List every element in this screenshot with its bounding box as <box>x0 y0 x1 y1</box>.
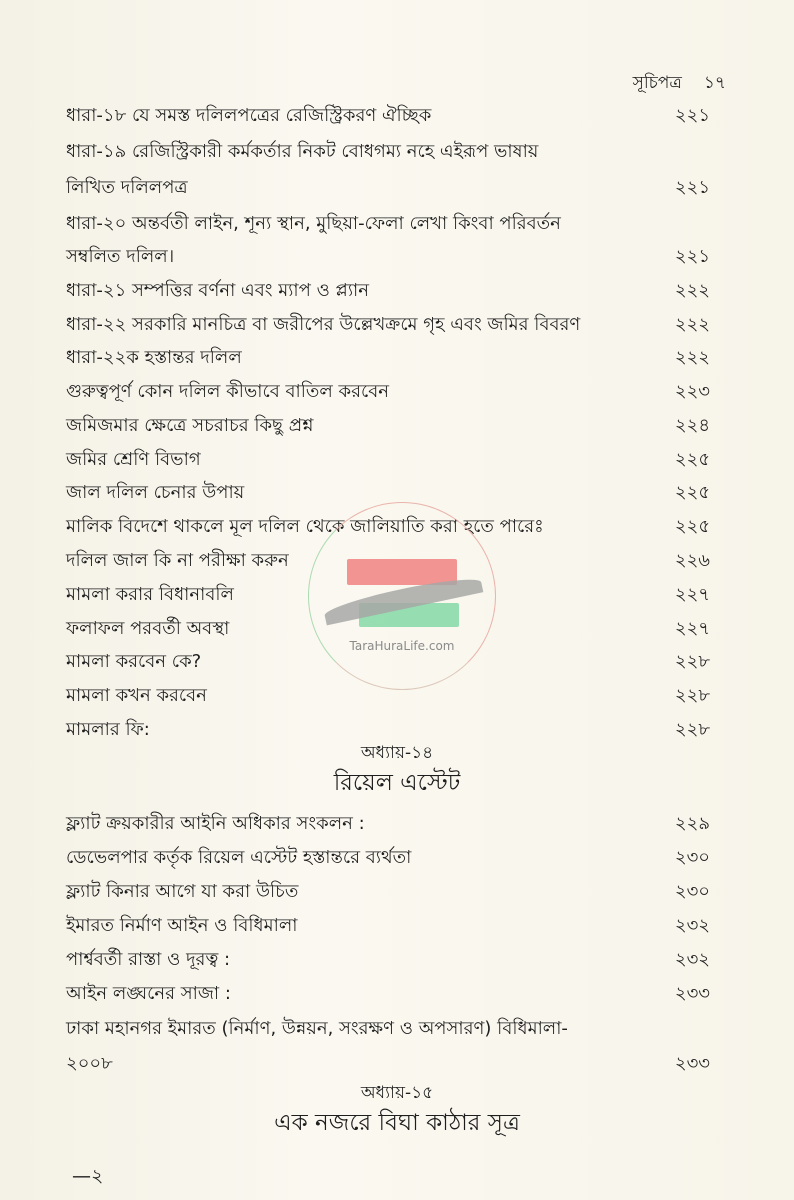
toc-entry: গুরুত্বপূর্ণ কোন দলিল কীভাবে বাতিল করবেন ২২৩ <box>66 381 710 402</box>
toc-entry: ইমারত নির্মাণ আইন ও বিধিমালা ২৩২ <box>66 915 710 936</box>
toc-entry: জমির শ্রেণি বিভাগ ২২৫ <box>66 449 710 470</box>
toc-entry: ধারা-১৮ যে সমস্ত দলিলপত্রের রেজিস্ট্রিকরণ ঐচ্ছিক ২২১ <box>66 105 710 126</box>
toc-entry: আইন লঙ্ঘনের সাজা : ২৩৩ <box>66 983 710 1004</box>
chapter-title: এক নজরে বিঘা কাঠার সূত্র <box>274 1110 520 1136</box>
toc-entry: ধারা-২১ সম্পত্তির বর্ণনা এবং ম্যাপ ও প্ল্যান ২২২ <box>66 280 710 301</box>
header-title: সূচিপত্র <box>632 73 682 93</box>
toc-entry: ঢাকা মহানগর ইমারত (নির্মাণ, উন্নয়ন, সংরক্ষণ ও অপসারণ) বিধিমালা- <box>66 1018 568 1039</box>
toc-entry: ফলাফল পরবর্তী অবস্থা ২২৭ <box>66 618 710 639</box>
toc-entry: মামলা কখন করবেন ২২৮ <box>66 685 710 706</box>
chapter-title: রিয়েল এস্টেট <box>333 770 461 796</box>
toc-entry: জাল দলিল চেনার উপায় ২২৫ <box>66 482 710 503</box>
toc-entry: ২০০৮ ২৩৩ <box>66 1053 710 1074</box>
toc-entry: ধারা-২২ সরকারি মানচিত্র বা জরীপের উল্লেখক্রমে গৃহ এবং জমির বিবরণ ২২২ <box>66 314 710 335</box>
toc-entry: সম্বলিত দলিল। ২২১ <box>66 246 710 267</box>
toc-entry: ডেভেলপার কর্তৃক রিয়েল এস্টেট হস্তান্তরে ব্যর্থতা ২৩০ <box>66 847 710 868</box>
toc-entry: মামলার ফি: ২২৮ <box>66 719 710 740</box>
page-header <box>633 70 726 98</box>
toc-entry: ধারা-২০ অন্তর্বতী লাইন, শূন্য স্থান, মুছিয়া-ফেলা লেখা কিংবা পরিবর্তন <box>66 213 561 234</box>
toc-entry: মামলা করার বিধানাবলি ২২৭ <box>66 584 710 605</box>
toc-entry: মামলা করবেন কে? ২২৮ <box>66 651 710 672</box>
toc-entry: ফ্ল্যাট কিনার আগে যা করা উচিত ২৩০ <box>66 881 710 902</box>
watermark-text: TaraHuraLife.com <box>349 639 455 653</box>
toc-entry: ফ্ল্যাট ক্রয়কারীর আইনি অধিকার সংকলন : ২২৯ <box>66 813 710 834</box>
toc-entry: জমিজমার ক্ষেত্রে সচরাচর কিছু প্রশ্ন ২২৪ <box>66 415 710 436</box>
toc-entry: মালিক বিদেশে থাকলে মূল দলিল থেকে জালিয়াতি করা হতে পারেঃ ২২৫ <box>66 516 710 537</box>
toc-entry: ধারা-১৯ রেজিস্ট্রিকারী কর্মকর্তার নিকট বোধগম্য নহে এইরূপ ভাষায় <box>66 141 539 162</box>
watermark-logo <box>308 502 496 690</box>
toc-entry: লিখিত দলিলপত্র ২২১ <box>66 177 710 198</box>
signature-mark: —২ <box>72 1165 104 1187</box>
toc-entry: ধারা-২২ক হস্তান্তর দলিল ২২২ <box>66 347 710 368</box>
chapter-label: অধ্যায়-১৪ <box>360 743 434 763</box>
chapter-label: অধ্যায়-১৫ <box>360 1083 434 1103</box>
toc-entry: পার্শ্ববর্তী রাস্তা ও দূরত্ব : ২৩২ <box>66 949 710 970</box>
page-number: ১৭ <box>703 73 726 93</box>
toc-entry: দলিল জাল কি না পরীক্ষা করুন ২২৬ <box>66 550 710 571</box>
